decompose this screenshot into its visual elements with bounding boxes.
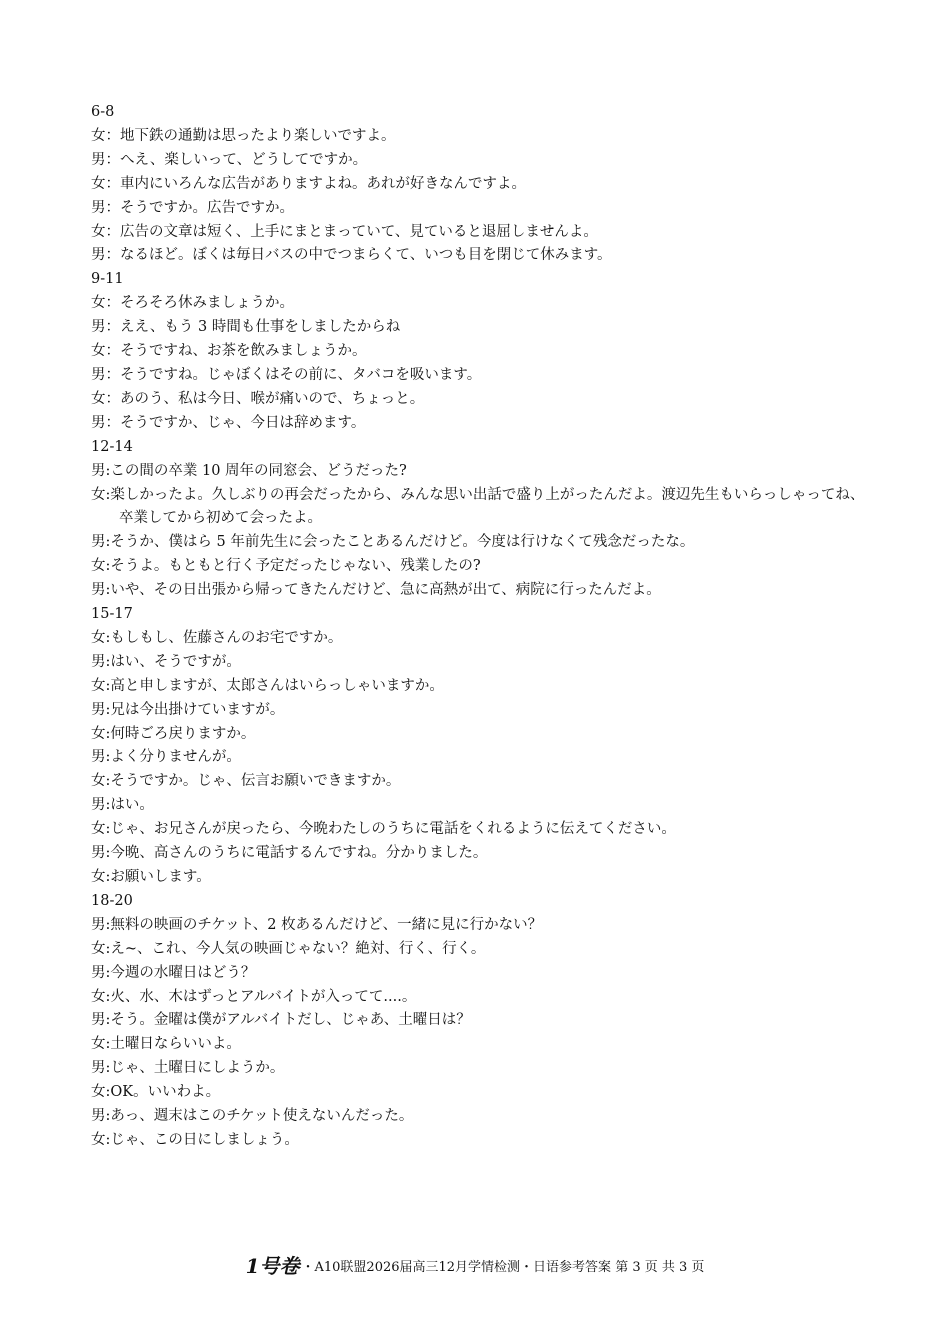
- dialogue-line: 男:無料の映画のチケット、2 枚あるんだけど、一緒に見に行かない？: [91, 916, 543, 933]
- section-heading: 6-8: [91, 104, 115, 120]
- section-heading: 12-14: [91, 438, 133, 455]
- dialogue-line: 女：地下鉄の通勤は思ったより楽しいですよ。: [91, 127, 396, 144]
- dialogue-line: 女：車内にいろんな広告がありますよね。あれが好きなんですよ。: [91, 175, 526, 192]
- dialogue-line: 男：そうですか。広告ですか。: [91, 199, 294, 216]
- dialogue-line: 女：そうですね、お茶を飲みましょうか。: [91, 343, 367, 360]
- dialogue-line: 男:そう。金曜は僕がアルバイトだし、じゃあ、土曜日は？: [91, 1012, 471, 1029]
- dialogue-line: 男：なるほど。ぼくは毎日バスの中でつまらくて、いつも目を閉じて休みます。: [91, 247, 612, 264]
- dialogue-line: 女:火、水、木はずっとアルバイトが入ってて....。: [91, 988, 417, 1005]
- dialogue-line: 男:今晩、高さんのうちに電話するんですね。分かりました。: [91, 845, 488, 862]
- dialogue-line: 女:じゃ、この日にしましょう。: [91, 1131, 299, 1148]
- dialogue-line: 男:兄は今出掛けていますが。: [91, 701, 285, 718]
- dialogue-line: 女:高と申しますが、太郎さんはいらっしゃいますか。: [91, 677, 444, 694]
- dialogue-line: 男:はい。: [91, 797, 154, 814]
- dialogue-line: 男:よく分りませんが。: [91, 749, 241, 766]
- dialogue-line: 女：そろそろ休みましょうか。: [91, 295, 294, 312]
- dialogue-line: 男:あっ、週末はこのチケット使えないんだった。: [91, 1108, 414, 1125]
- dialogue-line: 男：ええ、もう 3 時間も仕事をしましたからね: [91, 319, 401, 336]
- dialogue-line: 女:そうよ。もともと行く予定だったじゃない、残業したの?: [91, 558, 481, 575]
- section-heading: 18-20: [91, 892, 133, 909]
- dialogue-line: 男:いや、その日出張から帰ってきたんだけど、急に高熱が出て、病院に行ったんだよ。: [91, 582, 661, 599]
- section-heading: 15-17: [91, 606, 133, 623]
- dialogue-line: 女:OK。いいわよ。: [91, 1084, 221, 1101]
- dialogue-line: 女:そうですか。じゃ、伝言お願いできますか。: [91, 773, 401, 790]
- transcript-body: [91, 101, 871, 1153]
- dialogue-line: 女:何時ごろ戻りますか。: [91, 725, 256, 742]
- dialogue-line: 男：そうですか、じゃ、今日は辞めます。: [91, 414, 366, 431]
- footer-text: ・A10联盟2026届高三12月学情检测・日语参考答案 第 3 页 共 3 页: [301, 1260, 705, 1275]
- dialogue-line: 女:え~、これ、今人気の映画じゃない？絶対、行く、行く。: [91, 940, 486, 957]
- dialogue-line: 女:楽しかったよ。久しぶりの再会だったから、みんな思い出話で盛り上がったんだよ。渡辺先生もいらっしゃってね、卒業してから初めて会ったよ。: [91, 486, 865, 527]
- dialogue-line: 女:もしもし、佐藤さんのお宅ですか。: [91, 629, 343, 646]
- section-heading: 9-11: [91, 271, 124, 288]
- dialogue-line: 男:はい、そうですが。: [91, 653, 241, 670]
- dialogue-line: 女：あのう、私は今日、喉が痛いので、ちょっと。: [91, 390, 425, 407]
- dialogue-line: 女:土曜日ならいいよ。: [91, 1036, 241, 1053]
- dialogue-line: 男:今週の水曜日はどう？: [91, 964, 256, 981]
- dialogue-line: 女:お願いします。: [91, 869, 211, 885]
- dialogue-line: 女：広告の文章は短く、上手にまとまっていて、見ていると退屈しませんよ。: [91, 223, 598, 240]
- page-footer: [0, 1250, 950, 1279]
- dialogue-line: 男：そうですね。じゃぼくはその前に、タバコを吸います。: [91, 366, 482, 383]
- dialogue-line: 男:そうか、僕はら 5 年前先生に会ったことあるんだけど。今度は行けなくて残念だったな。: [91, 534, 695, 551]
- dialogue-line: 男:この間の卒業 10 周年の同窓会、どうだった?: [91, 462, 407, 479]
- dialogue-line: 男:じゃ、土曜日にしようか。: [91, 1060, 285, 1077]
- brand-logo: 1号卷: [245, 1254, 300, 1278]
- dialogue-line: 女:じゃ、お兄さんが戻ったら、今晩わたしのうちに電話をくれるように伝えてください。: [91, 821, 676, 838]
- dialogue-line: 男：へえ、楽しいって、どうしてですか。: [91, 151, 368, 168]
